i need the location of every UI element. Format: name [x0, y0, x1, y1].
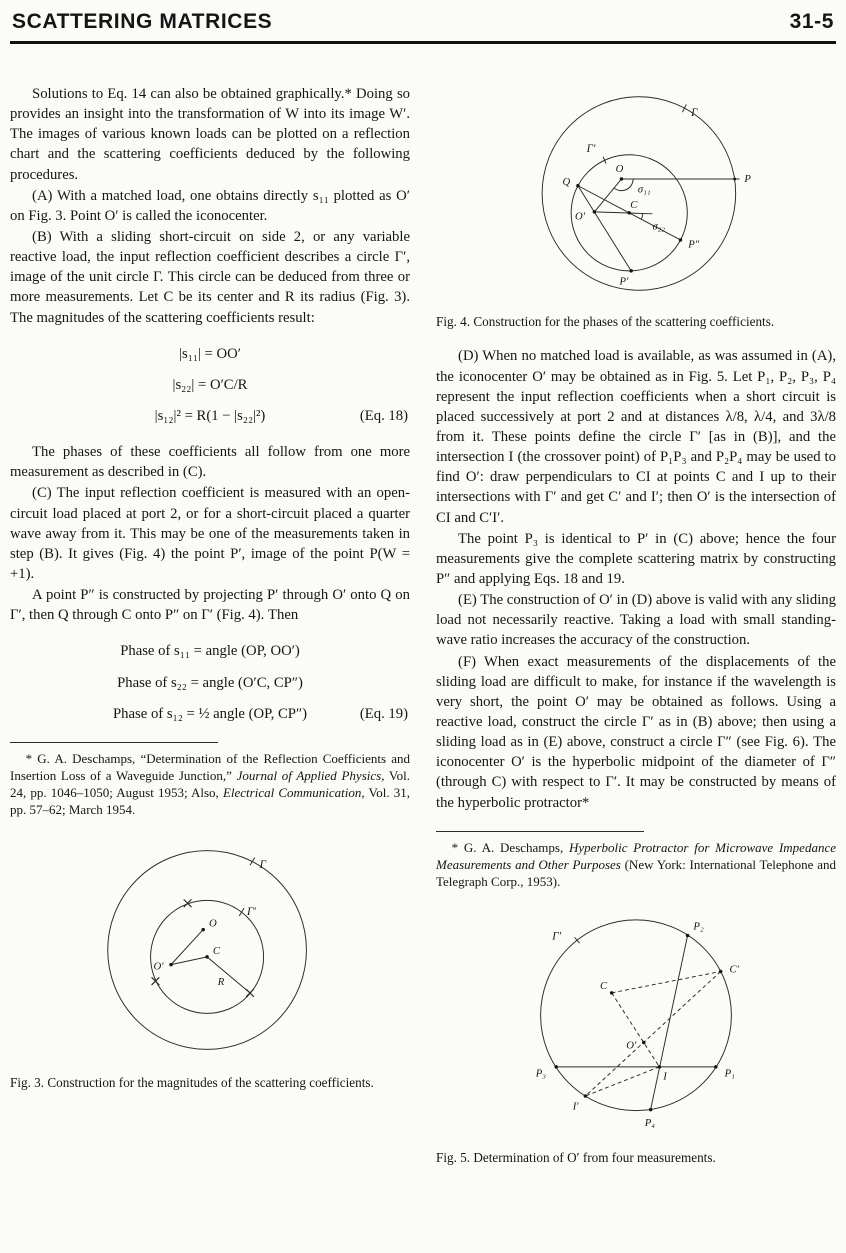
equation-number-19: (Eq. 19)	[359, 705, 408, 722]
paragraph-b: (B) With a sliding short-circuit on side 2, or any variable reactive load, the input reflection coefficient describes a circle Γ′, image of the unit circle Γ. This circle can be deduced from three or more measurements. Let C be its center and R its radius (Fig. 3). The magnitudes of the scattering coefficients result:	[10, 228, 410, 326]
fig5-label-c-prime: C′	[729, 963, 739, 976]
figure-3	[10, 838, 410, 1091]
figure-4-caption: Fig. 4. Construction for the phases of the scattering coefficients.	[436, 314, 775, 329]
equation-phase-s22: Phase of s₂₂ = angle (O′C, CP″)	[117, 674, 303, 691]
fig4-label-sigma11: σ₁₁	[637, 184, 651, 196]
equation-number-18: (Eq. 18)	[359, 407, 408, 424]
fig4-label-p-prime: P′	[619, 276, 629, 288]
fig5-label-p2: P₂	[693, 920, 704, 933]
fig5-label-i: I	[663, 1070, 667, 1083]
equation-line	[10, 375, 410, 395]
figure-5-diagram	[490, 910, 782, 1139]
figure-4-diagram	[486, 84, 786, 303]
footnote-book-title: Hyperbolic Protractor for Microwave Impedance Measurements and Other Purposes	[436, 839, 836, 872]
footnote-segment: * G. A. Deschamps,	[451, 839, 570, 855]
footnote-left	[10, 742, 410, 819]
equation-block-19	[10, 641, 410, 723]
fig4-label-gamma-prime: Γ′	[586, 142, 596, 155]
footnote-segment: * G. A. Deschamps, “Determination of the Reflection Coefficients and Insertion Loss of a Waveguide Junction,”	[10, 750, 410, 783]
footnote-left-text	[10, 750, 410, 819]
page-number: 31-5	[789, 10, 834, 33]
footnote-journal: Journal of Applied Physics,	[236, 767, 385, 783]
equation-line	[10, 673, 410, 693]
fig5-label-p3: P₃	[535, 1067, 546, 1080]
equation-phase-s11: Phase of s₁₁ = angle (OP, OO′)	[120, 643, 300, 660]
paragraph-intro: Solutions to Eq. 14 can also be obtained graphically.* Doing so provides an insight into the transformation of W into its image W′. The images of various known loads can be plotted on a reflection chart and the scattering coefficients deduced by the following procedures.	[10, 86, 410, 183]
equation-line	[10, 344, 410, 364]
fig5-label-o-prime: O′	[626, 1039, 637, 1052]
equation-s22: |s₂₂| = O′C/R	[172, 376, 248, 393]
figure-3-caption: Fig. 3. Construction for the magnitudes of the scattering coefficients.	[10, 1075, 374, 1091]
fig3-label-c: C	[212, 945, 221, 958]
paragraph-c: (C) The input reflection coefficient is measured with an open-circuit load placed at port 2, or for a short-circuit placed a quarter wave away from it. This may be one of the measurements taken in step (B). It gives (Fig. 4) the point P′, image of the point P(W = +1).	[10, 485, 410, 582]
fig3-measurement-crosses	[152, 900, 254, 997]
paragraph-d: (D) When no matched load is available, as was assumed in (A), the iconocenter O′ may be obtained as in Fig. 5. Let P₁, P₂, P₃, P₄ represent the input reflection coefficients when a short circuit is placed successively at port 2 and at distances λ/8, λ/4, and 3λ/8 from it. These points define the circle Γ′ [as in (B)], and the intersection I (the crossover point) of P₁P₃ and P₂P₄ may be used to find O′: draw perpendiculars to CI at points C and I up to their intersections with Γ′ and get C′ and I′; then O′ is the intersection of CI and C′I′.	[436, 348, 836, 526]
footnote-right-text	[436, 839, 836, 890]
right-column	[436, 84, 836, 1167]
fig4-label-o: O	[615, 164, 624, 176]
footnote-rule	[10, 742, 218, 743]
fig3-label-o: O	[209, 918, 217, 931]
footnote-segment: (New York: International Telephone and Telegraph Corp., 1953).	[436, 856, 836, 889]
equation-line	[10, 406, 410, 426]
paragraph-p3: The point P₃ is identical to P′ in (C) above; hence the four measurements give the complete scattering matrix by constructing P″ and applying Eqs. 18 and 19.	[436, 530, 836, 587]
paragraph-f: (F) When exact measurements of the displacements of the sliding load are difficult to make, for instance if the wavelength is very short, the point O′ may be obtained as follows. Using a reactive load, construct the circle Γ′ as in (B) above; then using a sliding load as in (E) above, construct a circle Γ″ (see Fig. 6). The iconocenter O′ is the hyperbolic midpoint of the diameter of Γ″ (through C) with respect to Γ′. It may be constructed by means of the hyperbolic protractor*	[436, 653, 836, 811]
fig4-label-sigma22: σ₂₂	[652, 221, 666, 233]
equation-s12: |s₁₂|² = R(1 − |s₂₂|²)	[154, 407, 266, 424]
equation-line	[10, 704, 410, 724]
fig3-label-o-prime: O′	[153, 960, 164, 973]
fig3-circle-gamma	[108, 851, 307, 1050]
fig3-label-gamma: Γ	[259, 859, 267, 872]
page-header	[10, 8, 836, 44]
running-head: SCATTERING MATRICES	[12, 10, 273, 33]
fig5-label-p1: P₁	[724, 1067, 735, 1080]
equation-block-18	[10, 344, 410, 426]
fig3-label-gamma-prime: Γ′	[247, 906, 256, 919]
equation-phase-s12: Phase of s₁₂ = ½ angle (OP, CP″)	[113, 705, 307, 722]
fig4-label-p: P	[744, 173, 751, 185]
fig5-label-c: C	[599, 980, 608, 993]
paragraph-point-p: A point P″ is constructed by projecting P′ through O′ onto Q on Γ′, then Q through C onto P″ on Γ′ (Fig. 4). Then	[10, 587, 410, 624]
paragraph-a: (A) With a matched load, one obtains directly s₁₁ plotted as O′ on Fig. 3. Point O′ is called the iconocenter.	[10, 187, 410, 224]
fig5-label-gamma-prime: Γ′	[552, 930, 562, 943]
fig5-label-p4: P₄	[644, 1117, 656, 1130]
figure-3-diagram	[88, 838, 332, 1064]
fig5-circle-gamma-prime	[541, 920, 732, 1111]
paragraph-e: (E) The construction of O′ in (D) above is valid with any sliding load not necessarily reactive. Taking a load with small standing-wave ratio increases the accuracy of the construction.	[436, 592, 836, 649]
fig4-label-o-prime: O′	[575, 211, 586, 223]
equation-s11: |s₁₁| = OO′	[179, 345, 241, 362]
left-column	[10, 84, 410, 1167]
footnote-right	[436, 831, 836, 890]
equation-line	[10, 641, 410, 661]
figure-5	[436, 910, 836, 1166]
fig5-label-i-prime: I′	[572, 1100, 579, 1113]
fig3-label-r: R	[217, 976, 225, 989]
fig4-label-gamma: Γ	[691, 107, 698, 120]
footnote-segment: Vol. 24, pp. 1046–1050; August 1953; Also,	[10, 767, 411, 801]
footnote-segment: Vol. 31, pp. 57–62; March 1954.	[10, 785, 411, 818]
fig4-label-q: Q	[562, 176, 571, 188]
figure-5-caption: Fig. 5. Determination of O′ from four measurements.	[436, 1150, 716, 1166]
fig4-label-p-dprime: P″	[688, 239, 700, 251]
fig4-label-c: C	[630, 200, 638, 212]
figure-4	[436, 84, 836, 330]
footnote-rule	[436, 831, 644, 832]
footnote-journal: Electrical Communication,	[222, 785, 365, 801]
columns	[10, 84, 836, 1167]
paragraph-phases: The phases of these coefficients all follow from one more measurement as described in (C).	[10, 444, 410, 481]
